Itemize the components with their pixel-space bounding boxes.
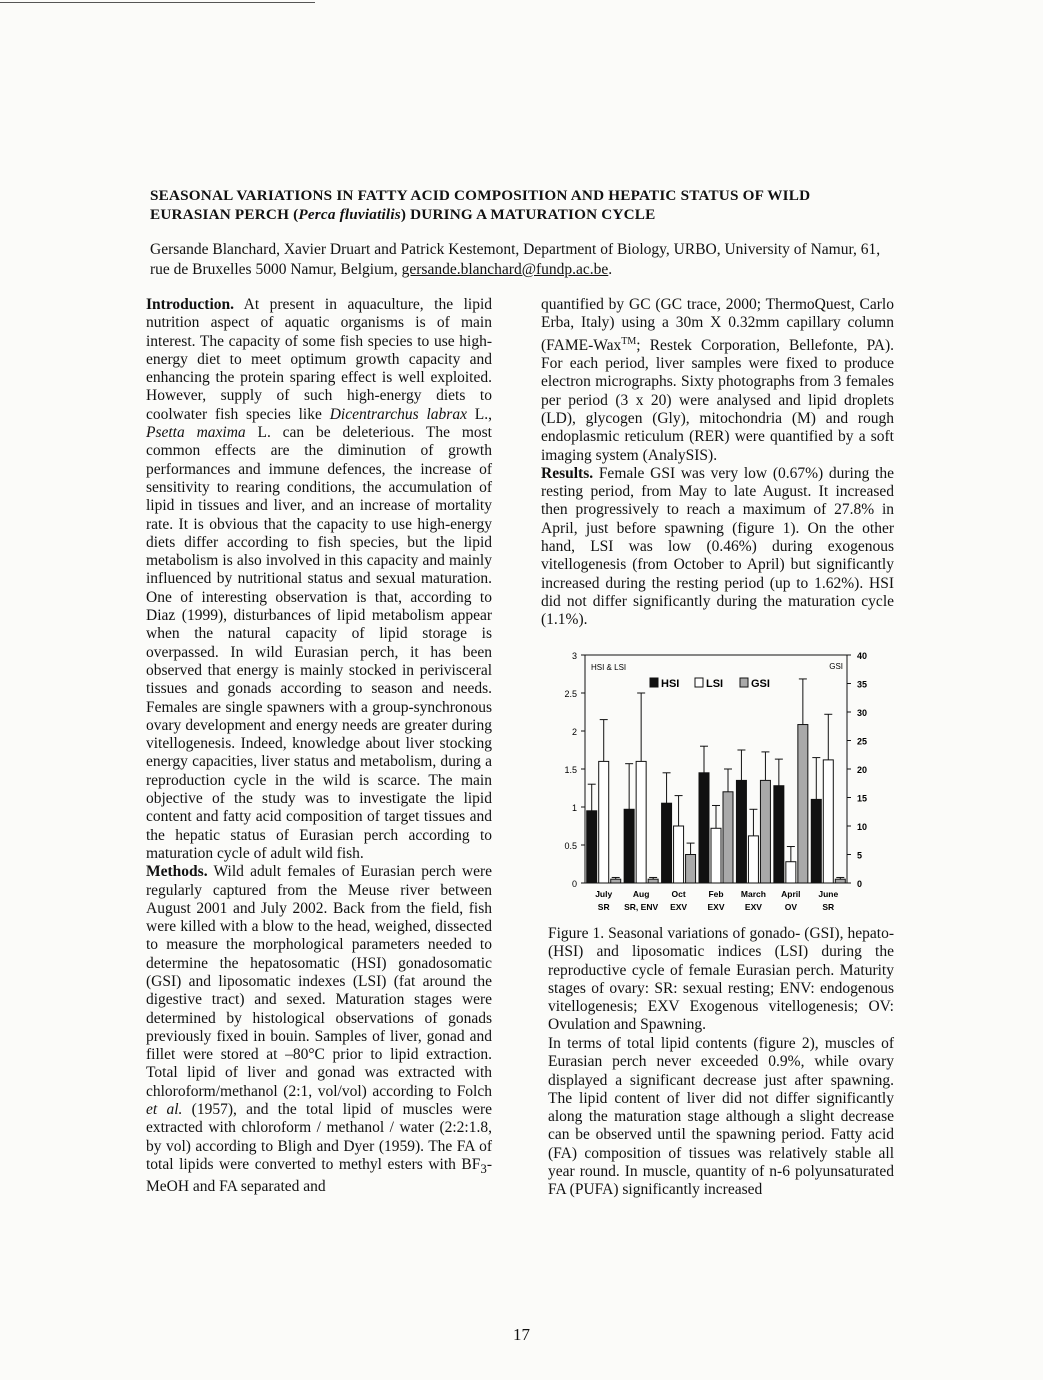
legend-label-hsi: HSI bbox=[661, 678, 680, 690]
authors-affiliation: Gersande Blanchard, Xavier Druart and Patrick Kestemont, Department of Biology, URBO, University of Namur, 61, rue de Bruxelles 5000 Namur, Belgium, bbox=[150, 241, 881, 278]
bar-hsi bbox=[736, 780, 746, 883]
results-paragraph bbox=[541, 465, 894, 630]
right-tick-label: 25 bbox=[857, 736, 868, 747]
legend-swatch-lsi bbox=[695, 678, 703, 687]
bar-lsi bbox=[748, 836, 758, 883]
intro-species-2: Psetta maxima bbox=[146, 424, 246, 442]
authors-end: . bbox=[608, 261, 613, 278]
right-tick-label: 30 bbox=[857, 708, 868, 718]
left-tick-label: 1 bbox=[571, 803, 577, 813]
title-line-2-end: ) DURING A MATURATION CYCLE bbox=[400, 206, 656, 223]
right-tick-label: 35 bbox=[857, 679, 868, 690]
bar-gsi bbox=[760, 780, 770, 883]
stage-label: EXV bbox=[707, 902, 725, 912]
introduction-paragraph bbox=[146, 296, 492, 863]
stage-label: SR, ENV bbox=[624, 902, 659, 912]
right-axis-label: GSI bbox=[829, 662, 843, 671]
left-tick-label: 2.5 bbox=[564, 689, 577, 699]
bar-lsi bbox=[823, 760, 833, 883]
right-tick-label: 10 bbox=[857, 822, 868, 832]
bar-lsi bbox=[786, 862, 796, 883]
intro-text-1: At present in aquaculture, the lipid nutrition aspect of aquatic organisms is of main interest. The capacity of some fish species to use high-energy diet to meet optimum growth capacity and enhancing the protein sparing effect is well exploited. However, supply of such high-energy diets to coolwater fish species like bbox=[146, 296, 492, 423]
methods-text-1: Wild adult females of Eurasian perch were regularly captured from the Meuse river between August 2001 and July 2002. Back from the field, fish were killed with a blow to the head, weighed, dissected to measure the morphological parameters needed to determine the hepatosomatic (HSI) gonadosomatic (GSI) and liposomatic indexes (LSI) (fat around the digestive tract) and sexed. Maturation stages were determined by histological observations of gonads previously fixed in bouin. Samples of liver, gonad and fillet were stored at –80°C prior to lipid extraction. Total lipid of liver and gonad was extracted with chloroform/methanol (2:1, vol/vol) according to Folch bbox=[146, 863, 492, 1100]
legend-label-lsi: LSI bbox=[706, 678, 724, 690]
bar-gsi bbox=[611, 879, 621, 883]
intro-text-2: L., bbox=[466, 405, 493, 423]
right-tick-label: 20 bbox=[857, 765, 868, 775]
bar-lsi bbox=[711, 828, 721, 883]
left-tick-label: 1.5 bbox=[564, 765, 577, 775]
results-text: Female GSI was very low (0.67%) during the resting period, from May to late August. It increased then progressively to reach a maximum of 27.8% in April, just before spawning (figure 1). On the other hand, LSI was low (0.46%) during exogenous vitellogenesis (from October to April) but significantly increased during the resting period (up to 1.62%). HSI did not differ significantly during the maturation cycle (1.1%). bbox=[541, 464, 894, 629]
x-tick-label: July bbox=[595, 889, 613, 899]
bar-hsi bbox=[811, 799, 821, 883]
bar-gsi bbox=[686, 855, 696, 884]
x-tick-label: April bbox=[781, 889, 801, 899]
left-column bbox=[146, 296, 492, 1197]
right-tick-label: 15 bbox=[857, 793, 868, 804]
legend-swatch-hsi bbox=[650, 678, 658, 687]
methods-continued-paragraph bbox=[541, 296, 894, 465]
bar-hsi bbox=[587, 811, 597, 883]
bar-gsi bbox=[723, 792, 733, 883]
paper-title bbox=[150, 186, 895, 224]
x-tick-label: Aug bbox=[632, 889, 650, 899]
introduction-heading: Introduction. bbox=[146, 296, 234, 313]
bar-lsi bbox=[636, 761, 646, 883]
methods-etal: et al. bbox=[146, 1101, 183, 1119]
authors bbox=[150, 240, 895, 280]
legend-swatch-gsi bbox=[740, 678, 748, 687]
right-tick-label: 5 bbox=[857, 850, 863, 861]
stage-label: OV bbox=[784, 902, 797, 912]
x-tick-label: Oct bbox=[671, 889, 686, 899]
methods-subscript: 3 bbox=[480, 1161, 487, 1177]
methods-heading: Methods. bbox=[146, 863, 208, 881]
legend-label-gsi: GSI bbox=[751, 678, 770, 690]
bar-gsi bbox=[798, 725, 808, 883]
bar-hsi bbox=[774, 786, 784, 883]
methods-paragraph bbox=[146, 863, 492, 1196]
left-tick-label: 0.5 bbox=[564, 841, 577, 851]
stage-label: SR bbox=[822, 902, 835, 912]
figure-1-chart bbox=[540, 645, 900, 925]
methods-text-3: -MeOH and FA separated and bbox=[146, 1155, 492, 1196]
stage-label: SR bbox=[597, 902, 610, 912]
right-tick-label: 40 bbox=[857, 651, 868, 661]
left-axis-label: HSI & LSI bbox=[591, 663, 627, 672]
intro-species-1: Dicentrarchus labrax bbox=[329, 405, 467, 423]
bar-lsi bbox=[599, 761, 609, 883]
methods-text-2: (1957), and the total lipid of muscles were extracted with chloroform / methanol / water (2:2:1.8, by vol) according to Bligh and Dyer (1959). The FA of total lipids were converted to methyl esters with BF bbox=[146, 1101, 492, 1173]
bar-hsi bbox=[624, 809, 634, 883]
methods-cont-text-2: ; Restek Corporation, Bellefonte, PA). For each period, liver samples were fixed to produce electron micrographs. Sixty photographs from 3 females per period (3 x 20) were analysed and lipid droplets (LD), glycogen (Gly), mitochondria (M) and rough endoplasmic reticulum (RER) were quantified by a soft imaging system (AnalySIS). bbox=[541, 336, 894, 464]
bar-gsi bbox=[648, 879, 658, 883]
intro-text-3: L. can be deleterious. The most common effects are the diminution of growth performances and immune defences, the increase of sensitivity to rearing conditions, the accumulation of lipid in tissues and liver, and an increase of mortality rate. It is obvious that the capacity to use high-energy diets differ according to fish species, but the lipid metabolism is also involved in this capacity and mainly influenced by nutritional status and sexual maturation. One of interesting observation is that, according to Diaz (1999), disturbances of lipid metabolism appear when the natural capacity of lipid storage is overpassed. In wild Eurasian perch, it has been observed that energy is mainly stocked in perivisceral tissues and gonads according to season and needs. Females are single spawners with a group-synchronous ovary development and energy needs are greater during vitellogenesis. Indeed, knowledge about liver stocking energy capacities, liver status and metabolism, during a reproduction cycle in the wild is scarce. The main objective of the study was to investigate the lipid content and fatty acid composition of target tissues and the hepatic status of Eurasian perch according to maturation cycle of adult wild fish. bbox=[146, 424, 492, 862]
email-link[interactable]: gersande.blanchard@fundp.ac.be bbox=[401, 261, 609, 278]
bar-lsi bbox=[674, 826, 684, 883]
figure-1-caption: Figure 1. Seasonal variations of gonado- (GSI), hepato- (HSI) and liposomatic indices (LSI) during the reproductive cycle of female Eurasian perch. Maturity stages of ovary: SR: sexual resting; ENV: endogenous vitellogenesis; EXV Exogenous vitellogenesis; OV: Ovulation and Spawning. bbox=[548, 925, 894, 1034]
bar-gsi bbox=[835, 879, 845, 883]
trademark-sup: TM bbox=[621, 335, 637, 347]
right-tick-label: 0 bbox=[857, 879, 863, 889]
title-line-1: SEASONAL VARIATIONS IN FATTY ACID COMPOSITION AND HEPATIC STATUS OF WILD bbox=[150, 187, 811, 204]
methods-cont-text-1: quantified by GC (GC trace, 2000; ThermoQuest, Carlo Erba, Italy) using a 30m X 0.32mm capillary column (FAME-Wax bbox=[541, 296, 894, 354]
x-tick-label: June bbox=[818, 889, 839, 899]
stage-label: EXV bbox=[744, 902, 762, 912]
left-tick-label: 3 bbox=[571, 651, 577, 661]
x-tick-label: Feb bbox=[708, 889, 724, 899]
x-tick-label: March bbox=[740, 889, 766, 899]
bar-hsi bbox=[662, 803, 672, 883]
title-line-2: EURASIAN PERCH ( bbox=[150, 206, 299, 223]
results-heading: Results. bbox=[541, 464, 594, 482]
left-tick-label: 0 bbox=[571, 879, 577, 889]
page-number: 17 bbox=[513, 1325, 530, 1344]
right-column bbox=[541, 296, 894, 630]
bar-hsi bbox=[699, 773, 709, 883]
results-continued-paragraph: In terms of total lipid contents (figure 2), muscles of Eurasian perch never exceeded 0.9%, while ovary displayed a significant decrease just after spawning. The lipid content of liver did not differ significantly along the maturation stage although a slight decrease can be observed until the spawning period. Fatty acid (FA) composition of tissues was relatively stable all year round. In muscle, quantity of n-6 polyunsaturated FA (PUFA) significantly increased bbox=[548, 1035, 894, 1199]
title-species: Perca fluviatilis bbox=[298, 206, 401, 223]
top-rule bbox=[0, 2, 315, 3]
stage-label: EXV bbox=[670, 902, 688, 912]
left-tick-label: 2 bbox=[571, 727, 577, 737]
